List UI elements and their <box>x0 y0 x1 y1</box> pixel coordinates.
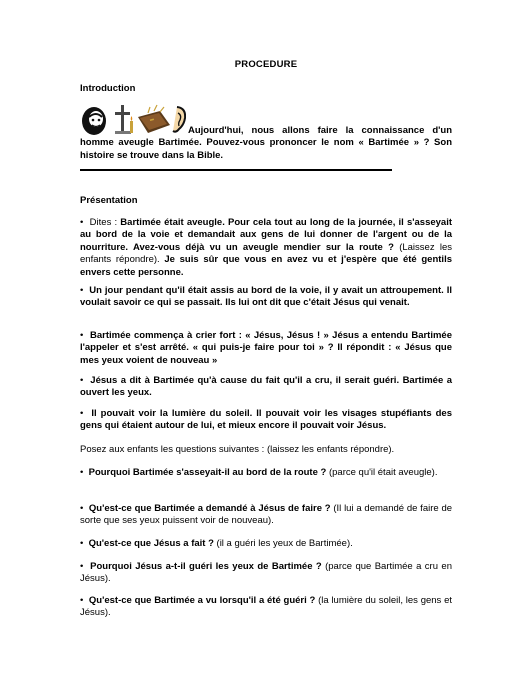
presentation-paragraph-5: • Il pouvait voir la lumière du soleil. Il pouvait voir les visages stupéfiants des gens qui étaient autour de lui, et mieux encore il pouvait voir Jésus. <box>80 408 452 432</box>
questions-intro: Posez aux enfants les questions suivantes : (laissez les enfants répondre). <box>80 444 395 455</box>
presentation-heading: Présentation <box>80 195 138 206</box>
presentation-paragraph-3: • Bartimée commença à crier fort : « Jésus, Jésus ! » Jésus a entendu Bartimée l'appeler et s'est arrêté. « qui puis-je faire pour toi » ? Il répondit : « Jésus que mes yeux voient de nouveau » <box>80 330 453 366</box>
question-item: • Pourquoi Bartimée s'asseyait-il au bord de la route ? (parce qu'il était aveugle). <box>80 467 438 478</box>
presentation-paragraph-1: • Dites : Bartimée était aveugle. Pour cela tout au long de la journée, il s'asseyait au bord de la voie et demandait aux gens de lui donner de l'argent ou de la nourriture. Avez-vous déjà vu un aveugle mendier sur la route ? (Laissez les enfants répondre). Je suis sûr que vous en avez vu et j'espère que été gentils envers cette personne. <box>80 217 453 278</box>
section-divider <box>80 169 392 171</box>
introduction-text: Aujourd'hui, nous allons faire la connaissance d'un homme aveugle Bartimée. Pouvez-vous prononcer le nom « Bartimée » ? Son histoire se trouve dans la Bible. <box>80 125 452 161</box>
presentation-paragraph-2: • Un jour pendant qu'il était assis au bord de la voie, il y avait un attroupement. Il voulait savoir ce qui se passait. Ils lui ont dit que c'était Jésus qui venait. <box>80 285 452 309</box>
presentation-paragraph-4: • Jésus a dit à Bartimée qu'à cause du fait qu'il a cru, il serait guéri. Bartimée a ouvert les yeux. <box>80 375 452 399</box>
question-item: • Qu'est-ce que Jésus a fait ? (il a guéri les yeux de Bartimée). <box>80 538 353 549</box>
page-title: PROCEDURE <box>234 59 298 70</box>
introduction-heading: Introduction <box>80 83 136 94</box>
question-item: • Qu'est-ce que Bartimée a demandé à Jésus de faire ? (Il lui a demandé de faire de sorte que ses yeux puissent voir de nouveau). <box>80 503 453 527</box>
question-item: • Pourquoi Jésus a-t-il guéri les yeux de Bartimée ? (parce que Bartimée a cru en Jésus). <box>80 561 452 585</box>
question-item: • Qu'est-ce que Bartimée a vu lorsqu'il a été guéri ? (la lumière du soleil, les gens et Jésus). <box>80 595 452 619</box>
